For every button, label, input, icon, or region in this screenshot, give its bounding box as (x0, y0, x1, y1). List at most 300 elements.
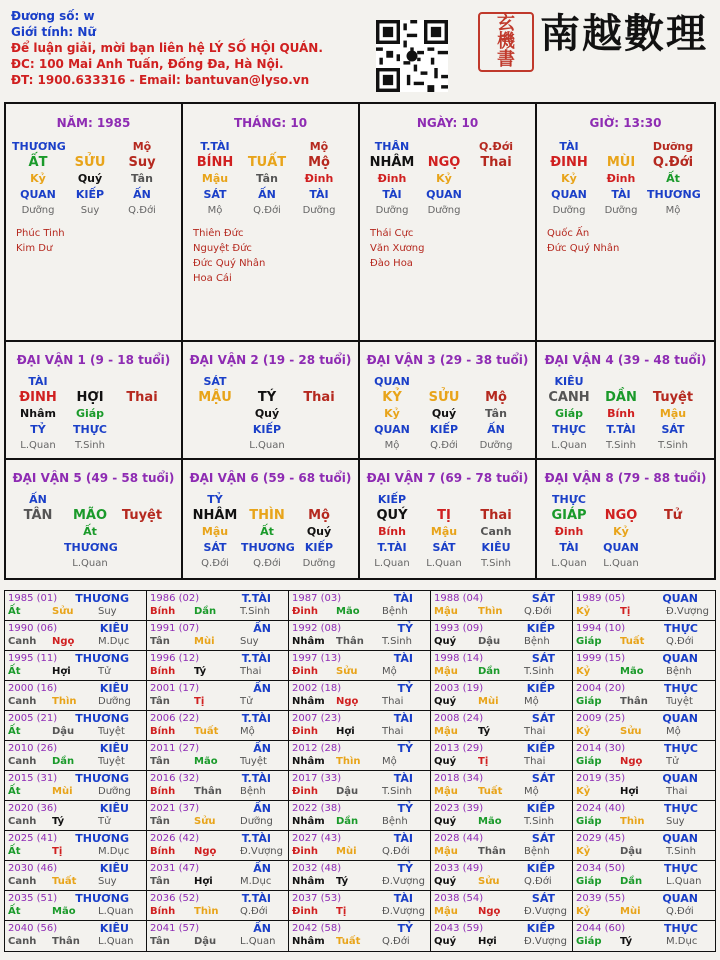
year-stem: Quý (434, 696, 457, 707)
year-ten-god: THƯƠNG (75, 832, 129, 845)
year-ten-god: QUAN (662, 892, 698, 905)
year-cell (5, 831, 147, 861)
year-cell (147, 651, 289, 681)
stage-row (183, 202, 358, 218)
year-bottom (150, 605, 285, 618)
stage-item: L.Quan (374, 557, 410, 569)
year-bottom (150, 635, 285, 648)
pillar-main-row-item: Mộ (308, 154, 330, 170)
qr-code-icon[interactable] (376, 20, 448, 92)
year-cell (147, 861, 289, 891)
year-ten-god: KIÊU (99, 682, 129, 695)
year-branch: Mùi (620, 906, 641, 917)
year-stem: Ất (8, 726, 21, 737)
stage-item: Suy (80, 204, 100, 216)
hidden-god-row-item: QUAN (374, 422, 410, 436)
pillar-main-row-item: BÍNH (196, 154, 234, 170)
year-top (150, 652, 285, 665)
year-cell (147, 921, 289, 951)
year-bottom (576, 905, 712, 918)
year-top (576, 742, 712, 755)
ten-god-row-item: T.TÀI (200, 139, 230, 153)
year-branch: Ngọ (478, 906, 501, 917)
pillar-main-row-item: ẤT (28, 154, 48, 170)
year-ten-god: ẤN (253, 802, 271, 815)
hidden-stem-row-item: Canh (480, 524, 512, 538)
year-cell (5, 771, 147, 801)
year-ten-god: T.TÀI (241, 892, 271, 905)
hidden-god-row (360, 539, 535, 555)
year-top (434, 862, 569, 875)
year-stage: Tử (98, 816, 111, 827)
year-branch: Dần (620, 876, 643, 887)
year-stem: Ất (8, 786, 21, 797)
year-stage: Thai (524, 756, 546, 767)
stage-item: Mộ (384, 439, 400, 451)
hidden-stem-row-item: Đinh (377, 171, 407, 185)
year-branch: Thân (478, 846, 506, 857)
year-ten-god: ẤN (253, 742, 271, 755)
year-stem: Giáp (576, 756, 602, 767)
ten-god-row (537, 491, 714, 507)
year-ten-god: KIẾP (526, 742, 555, 755)
year-ten-god: SÁT (531, 892, 555, 905)
year-stage: Đ.Vượng (382, 876, 425, 887)
hidden-god-row-item: QUAN (603, 540, 639, 554)
dai-van-title: ĐẠI VẬN 2 (19 - 28 tuổi) (189, 353, 352, 367)
year-stage: L.Quan (98, 936, 134, 947)
year-bottom (434, 605, 569, 618)
dai-van-main-row-item: Thai (126, 389, 158, 405)
stage-item: T.Sinh (658, 439, 688, 451)
year-bottom (292, 665, 427, 678)
year-cell (5, 921, 147, 951)
dai-van-title: ĐẠI VẬN 4 (39 - 48 tuổi) (544, 353, 707, 367)
hidden-god-row-item: ẤN (487, 422, 505, 436)
year-top (434, 622, 569, 635)
year-branch: Dần (52, 756, 75, 767)
year-cell (147, 771, 289, 801)
hidden-stem-row-item: Quý (306, 524, 332, 538)
stage-row (537, 555, 714, 571)
year-bottom (434, 875, 569, 888)
year-cell (147, 741, 289, 771)
year-label: 2016 (32) (150, 773, 200, 784)
year-label: 2036 (52) (150, 893, 200, 904)
year-cell (289, 681, 431, 711)
year-label: 2014 (30) (576, 743, 626, 754)
year-stem: Tân (150, 816, 170, 827)
dai-van-main-row (6, 507, 181, 523)
year-stem: Canh (8, 696, 37, 707)
year-top (292, 652, 427, 665)
year-branch: Ngọ (336, 696, 359, 707)
year-stage: Đ.Vượng (666, 606, 709, 617)
stage-item: L.Quan (603, 557, 639, 569)
pillar-cell (537, 104, 714, 342)
year-label: 2015 (31) (8, 773, 58, 784)
ten-god-row-item: ẤN (29, 492, 47, 506)
year-ten-god: KIẾP (526, 922, 555, 935)
pillar-main-row-item: MÙI (606, 154, 636, 170)
star-list (6, 226, 181, 256)
year-top (150, 772, 285, 785)
year-cell (5, 801, 147, 831)
year-ten-god: THỰC (664, 862, 698, 875)
star-item: Kim Dư (16, 243, 53, 254)
year-top (434, 652, 569, 665)
year-bottom (576, 785, 712, 798)
year-top (8, 802, 143, 815)
year-stem: Bính (150, 726, 176, 737)
year-ten-god: THỰC (664, 622, 698, 635)
ten-god-row-item: KIẾP (377, 492, 407, 506)
year-bottom (576, 605, 712, 618)
year-branch: Thân (194, 786, 222, 797)
year-top (8, 832, 143, 845)
year-stem: Quý (434, 876, 457, 887)
year-cell (147, 891, 289, 921)
year-bottom (292, 755, 427, 768)
hidden-stem-row-item: Ất (666, 171, 680, 185)
year-stage: M.Dục (98, 636, 130, 647)
year-label: 1985 (01) (8, 593, 58, 604)
year-stem: Mậu (434, 666, 458, 677)
year-cell (5, 891, 147, 921)
year-branch: Tuất (620, 636, 645, 647)
year-label: 2030 (46) (8, 863, 58, 874)
year-ten-god: TỶ (397, 862, 413, 875)
year-stage: Thai (382, 726, 404, 737)
year-ten-god: TỶ (397, 922, 413, 935)
year-top (150, 922, 285, 935)
year-bottom (150, 695, 285, 708)
year-stage: Q.Đới (666, 636, 694, 647)
year-cell (147, 831, 289, 861)
hidden-stem-row-item: Mậu (201, 524, 229, 538)
year-ten-god: QUAN (662, 592, 698, 605)
year-bottom (8, 845, 143, 858)
year-label: 2002 (18) (292, 683, 342, 694)
year-top (150, 862, 285, 875)
year-label: 2026 (42) (150, 833, 200, 844)
ten-god-row-item: QUAN (374, 374, 410, 388)
year-bottom (8, 725, 143, 738)
pillar-main-row-item: NHÂM (369, 154, 415, 170)
dai-van-main-row-item: Thai (303, 389, 335, 405)
year-cell (573, 801, 715, 831)
hidden-god-row-item: TÀI (559, 540, 579, 554)
year-stage: Thai (524, 726, 546, 737)
year-branch: Tuất (336, 936, 361, 947)
year-branch: Tuất (194, 726, 219, 737)
year-top (150, 802, 285, 815)
year-label: 2041 (57) (150, 923, 200, 934)
year-top (8, 592, 143, 605)
hidden-god-row-item: THƯƠNG (241, 540, 295, 554)
hidden-god-row-item: KIÊU (481, 540, 511, 554)
year-cell (431, 891, 573, 921)
year-top (576, 652, 712, 665)
year-stage: Mộ (524, 696, 539, 707)
year-stem: Kỷ (576, 726, 591, 737)
year-label: 2010 (26) (8, 743, 58, 754)
year-top (150, 592, 285, 605)
year-stage: Mộ (382, 756, 397, 767)
year-stage: T.Sinh (524, 816, 554, 827)
ten-god-row (6, 138, 181, 154)
stage-item: Dưỡng (302, 204, 336, 216)
pillar-main-row-item: Suy (128, 154, 156, 170)
ten-god-row (360, 373, 535, 389)
hidden-god-row-item: KIẾP (429, 422, 459, 436)
year-stem: Mậu (434, 786, 458, 797)
year-stem: Quý (434, 816, 457, 827)
year-stage: Suy (240, 636, 259, 647)
year-bottom (292, 845, 427, 858)
year-top (434, 832, 569, 845)
year-cell (431, 711, 573, 741)
ten-god-row-item: Q.Đới (478, 139, 514, 153)
year-ten-god: SÁT (531, 832, 555, 845)
stage-item: Q.Đới (430, 439, 458, 451)
stage-item: L.Quan (426, 557, 462, 569)
hidden-stem-row-item: Giáp (75, 406, 105, 420)
dai-van-main-row (183, 507, 358, 523)
hidden-god-row-item: THƯƠNG (64, 540, 118, 554)
hidden-god-row (183, 421, 358, 437)
year-stage: Bệnh (240, 786, 266, 797)
ten-god-row-item: SÁT (203, 374, 227, 388)
hidden-god-row (360, 421, 535, 437)
year-label: 1996 (12) (150, 653, 200, 664)
hidden-stem-row (537, 405, 714, 421)
year-label: 1986 (02) (150, 593, 200, 604)
year-stem: Bính (150, 666, 176, 677)
dai-van-main-row (6, 389, 181, 405)
dai-van-main-row-item: Tử (663, 507, 683, 523)
year-top (8, 682, 143, 695)
year-top (292, 892, 427, 905)
year-bottom (434, 665, 569, 678)
year-stem: Giáp (576, 936, 602, 947)
year-ten-god: TỶ (397, 682, 413, 695)
year-stage: L.Quan (240, 936, 276, 947)
year-ten-god: KIẾP (526, 622, 555, 635)
stage-item: Dưỡng (21, 204, 55, 216)
dai-van-title: ĐẠI VẬN 7 (69 - 78 tuổi) (366, 471, 529, 485)
year-bottom (292, 905, 427, 918)
year-branch: Tị (620, 606, 631, 617)
dai-van-main-row-item: TÝ (257, 389, 277, 405)
year-stem: Đinh (292, 846, 319, 857)
year-label: 2044 (60) (576, 923, 626, 934)
year-bottom (434, 725, 569, 738)
year-bottom (150, 845, 285, 858)
stage-item: Dưỡng (604, 204, 638, 216)
year-label: 2025 (41) (8, 833, 58, 844)
stage-item: Dưỡng (479, 439, 513, 451)
year-ten-god: T.TÀI (241, 772, 271, 785)
hidden-god-row-item: QUAN (426, 187, 462, 201)
year-bottom (434, 905, 569, 918)
year-stem: Ất (8, 666, 21, 677)
year-top (150, 892, 285, 905)
year-branch: Thân (52, 936, 80, 947)
contact-line: Để luận giải, mời bạn liên hệ LÝ SỐ HỘI QUÁN. (11, 41, 323, 55)
year-bottom (434, 695, 569, 708)
year-bottom (576, 815, 712, 828)
year-label: 2023 (39) (434, 803, 484, 814)
year-stage: Mộ (524, 786, 539, 797)
year-branch: Hợi (336, 726, 355, 737)
year-stem: Nhâm (292, 816, 325, 827)
year-top (434, 592, 569, 605)
year-bottom (576, 935, 712, 948)
year-bottom (576, 845, 712, 858)
year-label: 2009 (25) (576, 713, 626, 724)
year-branch: Mão (194, 756, 218, 767)
year-stem: Quý (434, 936, 457, 947)
year-cell (431, 621, 573, 651)
ten-god-row (537, 373, 714, 389)
pillar-main-row (360, 154, 535, 170)
year-top (576, 922, 712, 935)
bazi-chart (4, 102, 716, 580)
address-line: ĐC: 100 Mai Anh Tuấn, Đống Đa, Hà Nội. (11, 57, 284, 71)
year-bottom (434, 845, 569, 858)
dai-van-main-row (360, 507, 535, 523)
stage-item: Q.Đới (201, 557, 229, 569)
hidden-stem-row-item: Kỷ (436, 171, 452, 185)
year-stage: Q.Đới (524, 876, 552, 887)
year-bottom (292, 695, 427, 708)
year-cell (5, 591, 147, 621)
year-stem: Canh (8, 936, 37, 947)
year-bottom (150, 875, 285, 888)
year-stem: Đinh (292, 606, 319, 617)
pillar-title: THÁNG: 10 (233, 116, 308, 130)
year-stage: Q.Đới (524, 606, 552, 617)
year-label: 2032 (48) (292, 863, 342, 874)
year-top (576, 592, 712, 605)
year-stage: Tuyệt (240, 756, 267, 767)
year-bottom (8, 605, 143, 618)
star-item: Quốc Ấn (547, 228, 590, 239)
year-stem: Canh (8, 816, 37, 827)
year-bottom (150, 785, 285, 798)
year-top (434, 892, 569, 905)
stage-item: L.Quan (551, 557, 587, 569)
year-stem: Canh (8, 876, 37, 887)
ten-god-row (183, 138, 358, 154)
year-branch: Sửu (478, 876, 500, 887)
pillar-cell (183, 104, 360, 342)
year-branch: Thìn (620, 816, 645, 827)
year-label: 2024 (40) (576, 803, 626, 814)
year-ten-god: KIẾP (526, 802, 555, 815)
year-top (292, 772, 427, 785)
brand-logo: 南越數理 (540, 10, 708, 57)
dai-van-cell (537, 460, 714, 578)
year-branch: Tý (620, 936, 633, 947)
hidden-god-row-item: SÁT (661, 422, 685, 436)
star-item: Nguyệt Đức (193, 243, 252, 254)
dai-van-cell (183, 460, 360, 578)
year-ten-god: TÀI (393, 772, 413, 785)
hidden-stem-row-item: Bính (378, 524, 406, 538)
year-top (8, 892, 143, 905)
year-top (150, 622, 285, 635)
year-bottom (150, 935, 285, 948)
year-label: 2008 (24) (434, 713, 484, 724)
year-branch: Ngọ (194, 846, 217, 857)
year-bottom (576, 695, 712, 708)
year-stem: Ất (8, 906, 21, 917)
phone-email-line: ĐT: 1900.633316 - Email: bantuvan@lyso.vn (11, 73, 310, 87)
year-label: 1988 (04) (434, 593, 484, 604)
stage-row (6, 202, 181, 218)
year-branch: Mão (620, 666, 644, 677)
year-branch: Thìn (478, 606, 503, 617)
year-cell (573, 921, 715, 951)
hidden-god-row-item: SÁT (203, 540, 227, 554)
hidden-stem-row-item: Đinh (554, 524, 584, 538)
year-top (8, 622, 143, 635)
year-top (8, 652, 143, 665)
year-ten-god: THƯƠNG (75, 892, 129, 905)
year-branch: Tị (52, 846, 63, 857)
year-top (292, 802, 427, 815)
stage-item: T.Sinh (481, 557, 511, 569)
year-top (576, 682, 712, 695)
dai-van-cell (6, 460, 183, 578)
year-branch: Thìn (336, 756, 361, 767)
ten-god-row-item: Dưỡng (652, 139, 694, 153)
year-cell (5, 681, 147, 711)
year-ten-god: T.TÀI (241, 712, 271, 725)
dai-van-cell (183, 342, 360, 460)
year-cell (573, 891, 715, 921)
year-stem: Đinh (292, 726, 319, 737)
year-label: 2022 (38) (292, 803, 342, 814)
hidden-god-row (183, 186, 358, 202)
year-stage: Tuyệt (98, 726, 125, 737)
year-ten-god: ẤN (253, 922, 271, 935)
ten-god-row (360, 138, 535, 154)
year-stem: Quý (434, 756, 457, 767)
hidden-stem-row-item: Kỷ (613, 524, 629, 538)
dai-van-title: ĐẠI VẬN 6 (59 - 68 tuổi) (189, 471, 352, 485)
year-top (8, 772, 143, 785)
hidden-stem-row-item: Quý (254, 406, 280, 420)
year-stem: Giáp (576, 696, 602, 707)
dai-van-main-row-item: THÌN (249, 507, 285, 523)
hidden-stem-row (360, 523, 535, 539)
year-ten-god: T.TÀI (241, 652, 271, 665)
year-top (150, 682, 285, 695)
year-ten-god: KIÊU (99, 802, 129, 815)
year-ten-god: THỰC (664, 922, 698, 935)
hidden-god-row-item: THỰC (552, 422, 586, 436)
year-label: 2019 (35) (576, 773, 626, 784)
year-cell (147, 621, 289, 651)
year-stage: T.Sinh (524, 666, 554, 677)
hidden-stem-row-item: Nhâm (20, 406, 56, 420)
stage-item: T.Sinh (75, 439, 105, 451)
year-label: 2033 (49) (434, 863, 484, 874)
year-stem: Đinh (292, 906, 319, 917)
